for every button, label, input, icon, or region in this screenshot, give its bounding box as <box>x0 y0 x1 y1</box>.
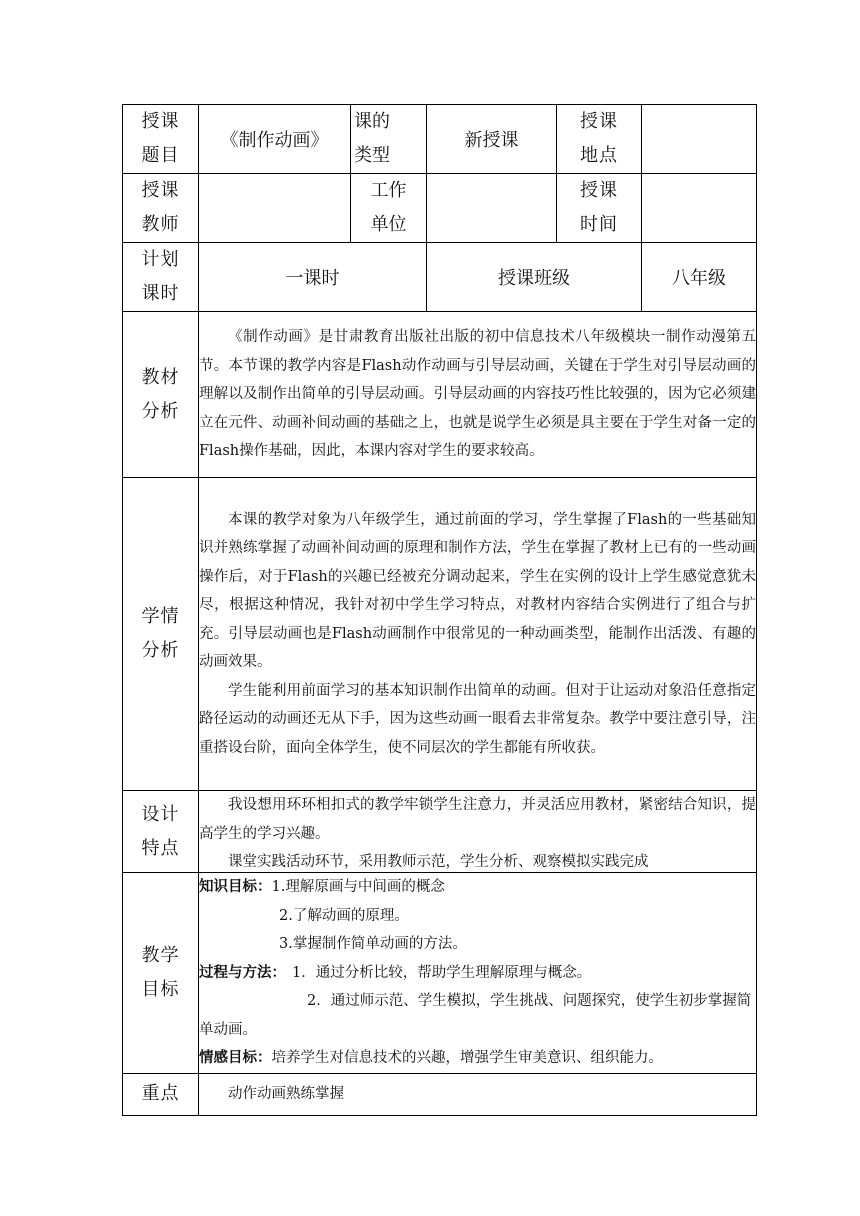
value-class: 八年级 <box>642 243 757 312</box>
value-course-title: 《制作动画》 <box>199 105 351 174</box>
value-course-type: 新授课 <box>427 105 557 174</box>
knowledge-goal-label: 知识目标： <box>199 878 272 895</box>
row-textbook-analysis <box>123 312 757 478</box>
process-goal-label: 过程与方法： <box>199 963 286 981</box>
label-teaching-goals: 教学 目标 <box>123 873 199 1074</box>
row-course-title <box>123 105 757 174</box>
label-teacher: 授课 教师 <box>123 174 199 243</box>
student-analysis-text: 本课的教学对象为八年级学生，通过前面的学习，学生掌握了Flash的一些基础知识并熟练掌握了动画补间动画的原理和制作方法，学生在掌握了教材上已有的一些动画操作后，对于Flash的兴趣已经被充分调动起来，学生在实例的设计上学生感觉意犹未尽，根据这种情况，我针对初中学生学习特点，对教材内容结合实例进行了组合与扩充。引导层动画也是Flash动画制作中很常见的一种动画类型，能制作出活泼、有趣的动画效果。 学生能利用前面学习的基本知识制作出简单的动画。但对于让运动对象沿任意指定路径运动的动画还无从下手，因为这些动画一眼看去非常复杂。教学中要注意引导，注重搭设台阶，面向全体学生，使不同层次的学生都能有所收获。 <box>199 478 757 791</box>
value-time <box>642 174 757 243</box>
label-student-analysis: 学情 分析 <box>123 478 199 791</box>
row-key-point <box>123 1073 757 1115</box>
lesson-plan-table <box>122 104 757 1116</box>
emotion-goal-label: 情感目标： <box>199 1049 272 1066</box>
label-time: 授课 时间 <box>557 174 642 243</box>
value-teacher <box>199 174 351 243</box>
label-design-features: 设计 特点 <box>123 791 199 873</box>
value-location <box>642 105 757 174</box>
teaching-goals-text: 知识目标：1.理解原画与中间画的概念 2.了解动画的原理。 3.掌握制作简单动画的方法。 过程与方法： 1．通过分析比较，帮助学生理解原理与概念。 2．通过师示范、学生模拟，学生挑战、问题探究，使学生初步掌握简单动画。 情感目标：培养学生对信息技术的兴趣，增强学生审美意识、组织能力。 <box>199 873 757 1074</box>
label-class: 授课班级 <box>427 243 642 312</box>
label-course-title: 授课 题目 <box>123 105 199 174</box>
label-key-point: 重点 <box>123 1073 199 1115</box>
row-design-features <box>123 791 757 873</box>
label-hours: 计划 课时 <box>123 243 199 312</box>
label-textbook-analysis: 教材 分析 <box>123 312 199 478</box>
label-location: 授课 地点 <box>557 105 642 174</box>
row-hours <box>123 243 757 312</box>
textbook-analysis-text: 《制作动画》是甘肃教育出版社出版的初中信息技术八年级模块一制作动漫第五节。本节课的教学内容是Flash动作动画与引导层动画，关键在于学生对引导层动画的理解以及制作出简单的引导层动画。引导层动画的内容技巧性比较强的，因为它必须建立在元件、动画补间动画的基础之上，也就是说学生必须是具主要在于学生对备一定的Flash操作基础，因此，本课内容对学生的要求较高。 <box>199 312 757 478</box>
key-point-text: 动作动画熟练掌握 <box>199 1073 757 1115</box>
value-hours: 一课时 <box>199 243 427 312</box>
label-course-type: 课的 类型 <box>351 105 380 174</box>
value-unit <box>427 174 557 243</box>
label-unit: 工作 单位 <box>351 174 427 243</box>
row-teacher <box>123 174 757 243</box>
row-teaching-goals <box>123 873 757 1074</box>
design-features-text: 我设想用环环相扣式的教学牢锁学生注意力，并灵活应用教材，紧密结合知识，提高学生的学习兴趣。 课堂实践活动环节，采用教师示范，学生分析、观察模拟实践完成 <box>199 791 757 873</box>
row-student-analysis <box>123 478 757 791</box>
